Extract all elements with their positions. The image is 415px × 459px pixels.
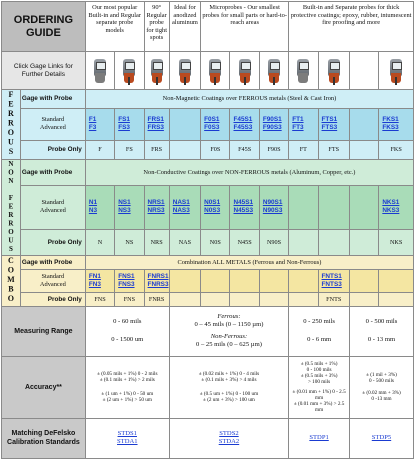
standards-col3[interactable]: STDP1 (289, 418, 350, 458)
code-fns[interactable]: FNS1 FNS3 (115, 269, 144, 292)
standards-col1[interactable]: STDS1 STDA1 (85, 418, 169, 458)
gage-image-built-in[interactable] (85, 52, 114, 90)
code-empty-c1 (169, 269, 200, 292)
accuracy-col1: ± (0.05 mils + 1%) 0 - 2 mils ± (0.1 mils + 1%) > 2 mils ± (1 um + 1%) 0 - 50 um ± (2 um + 1%) > 50 um (85, 356, 169, 418)
standards-label: Matching DeFelsko Calibration Standards (2, 418, 86, 458)
po-n45s: N45S (230, 229, 259, 255)
gage-image-micro-0[interactable] (201, 52, 230, 90)
accuracy-label: Accuracy** (2, 356, 86, 418)
code-n0s[interactable]: N0S1 N0S3 (201, 185, 230, 229)
combo-probe-only-label: Probe Only (20, 292, 85, 306)
po-fnrs: FNRS (144, 292, 169, 306)
gage-icon (388, 57, 404, 85)
code-f90s[interactable]: F90S1 F90S3 (259, 108, 288, 140)
po-n0s: N0S (201, 229, 230, 255)
code-nas[interactable]: NAS1 NAS3 (169, 185, 200, 229)
code-f45s[interactable]: F45S1 F45S3 (230, 108, 259, 140)
code-nrs[interactable]: NRS1 NRS3 (144, 185, 169, 229)
po-nrs: NRS (144, 229, 169, 255)
code-fnrs[interactable]: FNRS1 FNRS3 (144, 269, 169, 292)
ferrous-std-adv-label: Standard Advanced (20, 108, 85, 140)
combo-side-label: COMBO (2, 256, 21, 307)
combo-probe-only-row (2, 292, 414, 306)
nonferrous-codes-row (2, 185, 414, 229)
po-fnts: FNTS (318, 292, 349, 306)
gage-image-90[interactable] (144, 52, 169, 90)
po-fts: FTS (318, 140, 349, 159)
desc-popular: Our most popular Built-in and Regular separate probe models (85, 2, 144, 52)
gage-icon (295, 57, 311, 85)
combo-std-adv-label: Standard Advanced (20, 269, 85, 292)
gage-icon (92, 57, 108, 85)
code-ft[interactable]: FT1 FT3 (289, 108, 318, 140)
code-ns[interactable]: NS1 NS3 (115, 185, 144, 229)
code-empty-c4 (259, 269, 288, 292)
po-n90s: N90S (259, 229, 288, 255)
code-n45s[interactable]: N45S1 N45S3 (230, 185, 259, 229)
ferrous-gage-with-probe-label: Gage with Probe (20, 90, 85, 109)
po-empty2 (349, 140, 378, 159)
gage-icon (237, 57, 253, 85)
nonferrous-probe-only-row (2, 229, 414, 255)
code-empty-n3 (349, 185, 378, 229)
range-col4: 0 - 500 mils 0 - 13 mm (349, 306, 413, 356)
code-fn[interactable]: FN1 FN3 (85, 269, 114, 292)
code-fs[interactable]: FS1 FS3 (115, 108, 144, 140)
combo-header-row (2, 256, 414, 270)
standards-row (2, 418, 414, 458)
code-n90s[interactable]: N90S1 N90S3 (259, 185, 288, 229)
gage-image-thick-separate[interactable] (318, 52, 349, 90)
code-fts[interactable]: FTS1 FTS3 (318, 108, 349, 140)
accuracy-col3: ± (0.5 mils + 1%) 0 - 100 mils ± (0.5 mils + 3%) > 100 mils ± (0.01 mm + 1%) 0 - 2.5 mm ± (0.01 mm + 3%) > 2.5 mm (289, 356, 350, 418)
accuracy-col2: ± (0.02 mils + 1%) 0 - 4 mils ± (0.1 mils + 3%) > 4 mils ± (0.5 um + 1%) 0 - 100 um ± (2 um + 3%) > 100 um (169, 356, 288, 418)
standards-col4[interactable]: STDP5 (349, 418, 413, 458)
range-col2: Ferrous: 0 – 45 mils (0 – 1150 µm) Non-Ferrous: 0 – 25 mils (0 – 625 µm) (169, 306, 288, 356)
gage-icon (266, 57, 282, 85)
po-empty-n2 (318, 229, 349, 255)
po-fns: FNS (115, 292, 144, 306)
desc-microprobes: Microprobes - Our smallest probes for small parts or hard-to-reach areas (201, 2, 289, 52)
code-empty-c2 (201, 269, 230, 292)
code-empty-n1 (289, 185, 318, 229)
code-empty-c5 (289, 269, 318, 292)
code-empty-c3 (230, 269, 259, 292)
code-empty-n2 (318, 185, 349, 229)
code-fks[interactable]: FKS1 FKS3 (379, 108, 414, 140)
gage-image-anodized[interactable] (169, 52, 200, 90)
po-ns: NS (115, 229, 144, 255)
gage-image-micro-90[interactable] (259, 52, 288, 90)
ferrous-codes-row (2, 108, 414, 140)
code-empty-f2 (349, 108, 378, 140)
gage-image-thick-builtin[interactable] (289, 52, 318, 90)
range-col3: 0 - 250 mils 0 - 6 mm (289, 306, 350, 356)
gage-icon (207, 57, 223, 85)
gage-image-empty (349, 52, 378, 90)
accuracy-col4: ± (1 mil + 3%) 0 - 500 mils ± (0.02 mm + 3%) 0 -13 mm (349, 356, 413, 418)
combo-codes-row (2, 269, 414, 292)
page-title: ORDERING GUIDE (2, 2, 86, 52)
click-links-label: Click Gage Links for Further Details (2, 52, 86, 90)
po-f: F (85, 140, 114, 159)
po-empty-c1 (169, 292, 200, 306)
gage-images-row (2, 52, 414, 90)
code-empty-c6 (349, 269, 378, 292)
desc-90-degree: 90° Regular probe for tight spots (144, 2, 169, 52)
code-f0s[interactable]: F0S1 F0S3 (201, 108, 230, 140)
gage-icon (177, 57, 193, 85)
po-empty (169, 140, 200, 159)
po-empty-c5 (289, 292, 318, 306)
po-f0s: F0S (201, 140, 230, 159)
nonferrous-gage-with-probe-label: Gage with Probe (20, 159, 85, 185)
code-nks[interactable]: NKS1 NKS3 (379, 185, 414, 229)
ferrous-probe-only-row (2, 140, 414, 159)
ferrous-probe-only-label: Probe Only (20, 140, 85, 159)
nonferrous-std-adv-label: Standard Advanced (20, 185, 85, 229)
ferrous-banner: Non-Magnetic Coatings over FERROUS metals (Steel & Cast Iron) (85, 90, 413, 109)
gage-image-micro-45[interactable] (230, 52, 259, 90)
range-col1: 0 - 60 mils 0 - 1500 um (85, 306, 169, 356)
standards-col2[interactable]: STDS2 STDA2 (169, 418, 288, 458)
ordering-guide-table (1, 1, 414, 459)
po-nas: NAS (169, 229, 200, 255)
code-n[interactable]: N1 N3 (85, 185, 114, 229)
po-empty-c3 (230, 292, 259, 306)
code-fnts[interactable]: FNTS1 FNTS3 (318, 269, 349, 292)
measuring-range-label: Measuring Range (2, 306, 86, 356)
po-fs: FS (115, 140, 144, 159)
po-empty-c4 (259, 292, 288, 306)
po-f90s: F90S (259, 140, 288, 159)
header-row (2, 2, 414, 52)
po-fks: FKS (379, 140, 414, 159)
measuring-range-row (2, 306, 414, 356)
ferrous-header-row (2, 90, 414, 109)
accuracy-row (2, 356, 414, 418)
combo-banner: Combination ALL METALS (Ferrous and Non-Ferrous) (85, 256, 413, 270)
gage-image-separate[interactable] (115, 52, 144, 90)
po-n: N (85, 229, 114, 255)
po-empty-n3 (349, 229, 378, 255)
combo-gage-with-probe-label: Gage with Probe (20, 256, 85, 270)
gage-icon (149, 57, 165, 85)
nonferrous-header-row (2, 159, 414, 185)
desc-anodized: Ideal for anodized aluminum (169, 2, 200, 52)
desc-thick: Built-in and Separate probes for thick protective coatings; epoxy, rubber, intumescent fire proofing and more (289, 2, 414, 52)
nonferrous-probe-only-label: Probe Only (20, 229, 85, 255)
po-ft: FT (289, 140, 318, 159)
gage-image-kolbe[interactable] (379, 52, 414, 90)
gage-icon (326, 57, 342, 85)
po-frs: FRS (144, 140, 169, 159)
code-frs[interactable]: FRS1 FRS3 (144, 108, 169, 140)
code-empty-c7 (379, 269, 414, 292)
po-nks: NKS (379, 229, 414, 255)
po-fn: FNS (85, 292, 114, 306)
po-empty-c6 (349, 292, 378, 306)
po-empty-c7 (379, 292, 414, 306)
po-f45s: F45S (230, 140, 259, 159)
ferrous-side-label: FERROUS (2, 90, 21, 160)
nonferrous-side-label: NON FERROUS (2, 159, 21, 256)
po-empty-n1 (289, 229, 318, 255)
code-empty-f (169, 108, 200, 140)
po-empty-c2 (201, 292, 230, 306)
nonferrous-banner: Non-Conductive Coatings over NON-FERROUS metals (Aluminum, Copper, etc.) (85, 159, 413, 185)
gage-icon (121, 57, 137, 85)
code-f[interactable]: F1 F3 (85, 108, 114, 140)
